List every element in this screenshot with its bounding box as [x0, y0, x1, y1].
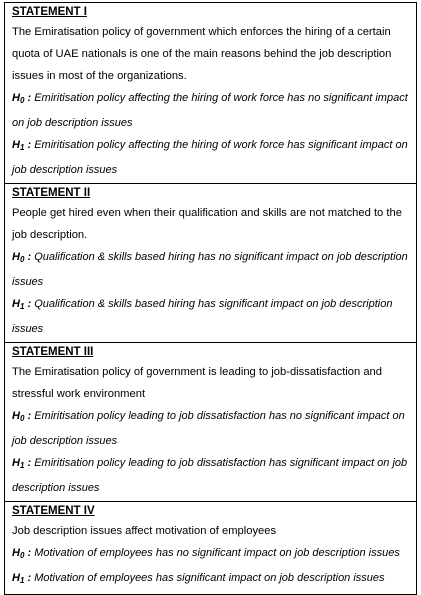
statement-1-null-hypothesis: $H_0$ : Emiritisation policy affecting the hiring of work force has no significant impact on job description issues	[12, 92, 408, 129]
statement-2-alt-hypothesis: $H_1$ : Qualification & skills based hiring has significant impact on job description issues	[12, 298, 393, 335]
h0-label: $H_0$ :	[12, 410, 35, 423]
statement-1-heading: STATEMENT I	[12, 6, 87, 18]
h1-label: $H_1$ :	[12, 139, 35, 152]
statement-2-text: People get hired even when their qualification and skills are not matched to the job description.	[12, 207, 402, 241]
statement-4-heading: STATEMENT IV	[12, 505, 95, 517]
h0-label: $H_0$ :	[12, 251, 35, 264]
statement-4-row	[4, 501, 417, 595]
statement-1-text: The Emiratisation policy of government which enforces the hiring of a certain quota of UAE nationals is one of the main reasons behind the job description issues in most of the organizations.	[12, 26, 392, 82]
h0-label: $H_0$ :	[12, 92, 35, 105]
statement-4-text: Job description issues affect motivation of employees	[12, 525, 277, 537]
statement-2-heading: STATEMENT II	[12, 187, 91, 199]
statement-1-row	[4, 2, 417, 183]
statements-table	[4, 2, 417, 595]
statement-1-alt-hypothesis: $H_1$ : Emiritisation policy affecting the hiring of work force has significant impact on job description issues	[12, 139, 408, 176]
statement-2-null-hypothesis: $H_0$ : Qualification & skills based hiring has no significant impact on job description issues	[12, 251, 408, 288]
h0-label: $H_0$ :	[12, 547, 35, 560]
h1-label: $H_1$ :	[12, 572, 35, 585]
statement-2-row	[4, 183, 417, 342]
statement-3-alt-hypothesis: $H_1$ : Emiritisation policy leading to job dissatisfaction has significant impact on job description issues	[12, 457, 408, 494]
h1-label: $H_1$ :	[12, 298, 35, 311]
statement-4-alt-hypothesis: $H_1$ : Motivation of employees has significant impact on job description issues	[12, 572, 385, 585]
statement-3-row	[4, 342, 417, 501]
statement-3-text: The Emiratisation policy of government is leading to job-dissatisfaction and stressful work environment	[12, 366, 383, 400]
statement-3-heading: STATEMENT III	[12, 346, 94, 358]
h1-label: $H_1$ :	[12, 457, 35, 470]
statement-3-null-hypothesis: $H_0$ : Emiritisation policy leading to job dissatisfaction has no significant impact on job description issues	[12, 410, 405, 447]
statement-4-null-hypothesis: $H_0$ : Motivation of employees has no significant impact on job description issues	[12, 547, 400, 560]
